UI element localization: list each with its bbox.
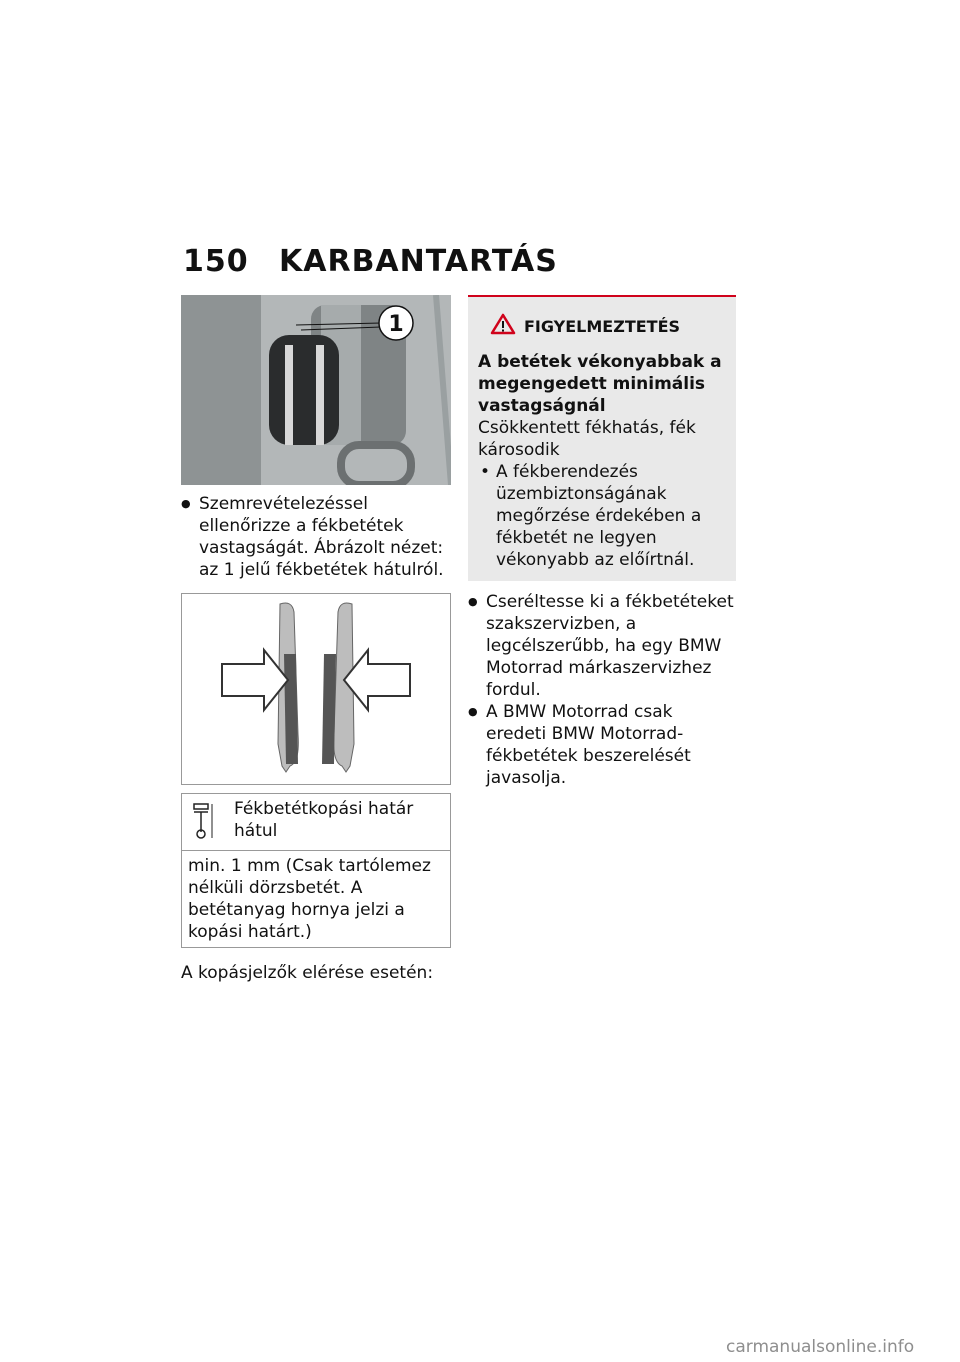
bullet-replace: ● Cseréltesse ki a fékbetéteket szakszervizben, a legcélszerűbb, ha egy BMW Motorrad márkaszervizhez fordul. [468, 591, 736, 701]
technical-data-box [181, 793, 451, 948]
warning-text: Csökkentett fékhatás, fék károsodik [478, 418, 696, 460]
technical-data-label: Fékbetétkopási határ hátul [234, 799, 414, 841]
closing-text: A kopásjelzők elérése esetén: [181, 963, 434, 983]
page-header [183, 244, 558, 279]
warning-triangle-icon [490, 313, 516, 339]
page-number: 150 [183, 244, 249, 279]
warning-headline: A betétek vékonyabbak a megengedett minimális vastagságnál [478, 352, 722, 416]
watermark: carmanualsonline.info [726, 1337, 915, 1357]
bullet-inspect: ● Szemrevételezéssel ellenőrizze a fékbetétek vastagságát. Ábrázolt nézet: az 1 jelű fékbetétek hátulról. [181, 493, 451, 581]
photo-callout-1: 1 [388, 312, 404, 337]
brake-pad-diagram [181, 593, 451, 785]
technical-data-value: min. 1 mm (Csak tartólemez nélküli dörzsbetét. A betétanyag hornya jelzi a kopási határt.) [188, 856, 431, 942]
section-title: KARBANTARTÁS [279, 244, 558, 279]
left-column [181, 295, 451, 984]
right-column [468, 295, 736, 789]
warning-box [468, 295, 736, 581]
wear-limit-icon [188, 798, 234, 846]
bullet-recommend: ● A BMW Motorrad csak eredeti BMW Motorrad-fékbetétek beszerelését javasolja. [468, 701, 736, 789]
technical-data-header [182, 794, 450, 851]
brake-caliper-photo [181, 295, 451, 485]
warning-title: FIGYELMEZTETÉS [524, 316, 681, 336]
warning-title-row [490, 313, 726, 339]
warning-sub-item: • A fékberendezés üzembiztonságának megőrzése érdekében a fékbetét ne legyen vékonyabb az előírtnál. [478, 461, 726, 571]
